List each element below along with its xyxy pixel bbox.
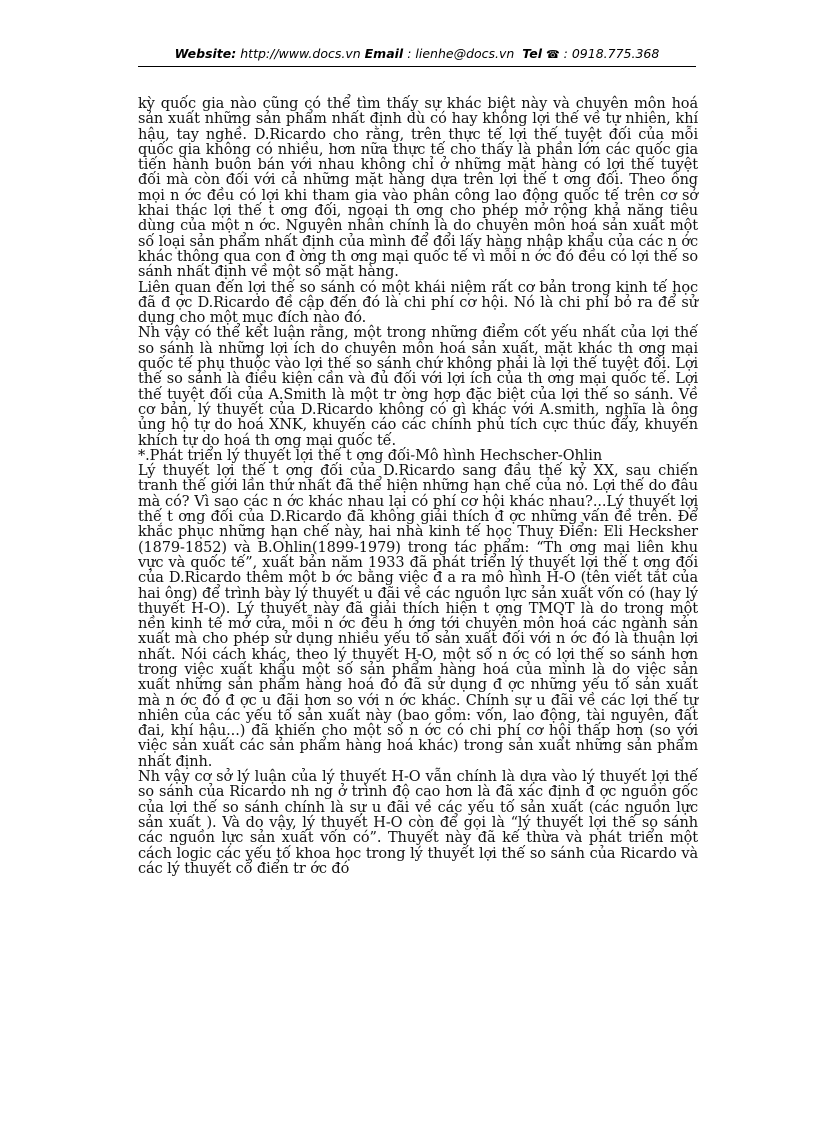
body-text: [138, 97, 698, 877]
email-value[interactable]: lienhe@docs.vn: [415, 46, 515, 61]
paragraph-3: Nh vậy có thể kết luận rằng, một trong những điểm cốt yếu nhất của lợi thế so sánh là những lợi ích do chuyên môn hoá sản xuất, mặt khác th ơng mại quốc tế phụ thuộc vào lợi thế so sánh chứ không phải là lợi thế tuyệt đối. Lợi thế so sánh là điều kiện cần và đủ đối với lợi ích của th ơng mại quốc tế. Lợi thế tuyệt đối của A.Smith là một tr ờng hợp đặc biệt của lợi thế so sánh. Về cơ bản, lý thuyết của D.Ricardo không có gì khác với A.smith, nghĩa là ông ủng hộ tự do hoá XNK, khuyến cáo các chính phủ tích cực thúc đẩy, khuyến khích tự do hoá th ơng mại quốc tế.: [138, 325, 698, 449]
paragraph-1: kỳ quốc gia nào cũng có thể tìm thấy sự khác biệt này và chuyên môn hoá sản xuất những sản phẩm nhất định dù có hay không lợi thế về tự nhiên, khí hậu, tay nghề. D.Ricardo cho rằng, trên thực tế lợi thế tuyệt đối của mỗi quốc gia không có nhiều, hơn nữa thực tế cho thấy là phần lớn các quốc gia tiến hành buôn bán với nhau không chỉ ở những mặt hàng có lợi thế tuyệt đối mà còn đối với cả những mặt hàng dựa trên lợi thế t ơng đối. Theo ông mọi n ớc đều có lợi khi tham gia vào phân công lao động quốc tế trên cơ sở khai thác lợi thế t ơng đối, ngoại th ơng cho phép mở rộng khả năng tiêu dùng của một n ớc. Nguyên nhân chính là do chuyên môn hoá sản xuất một số loại sản phẩm nhất định của mình để đổi lấy hàng nhập khẩu của các n ớc khác thông qua con đ ờng th ơng mại quốc tế vì mỗi n ớc đó đều có lợi thế so sánh nhất định về một số mặt hàng.: [138, 96, 698, 281]
phone-icon: ☎: [545, 48, 560, 61]
website-url[interactable]: http://www.docs.vn: [240, 46, 361, 61]
email-label: Email: [364, 46, 404, 61]
section-paragraph-2: Nh vậy cơ sở lý luận của lý thuyết H-O vẫn chính là dựa vào lý thuyết lợi thế so sánh của Ricardo nh ng ở trình độ cao hơn là đã xác định đ ợc nguồn gốc của lợi thế so sánh chính là sự u đãi về các yếu tố sản xuất (các nguồn lực sản xuất ). Và do vậy, lý thuyết H-O còn để gọi là “lý thuyết lợi thế so sánh các nguồn lực sản xuất vốn có”. Thuyết này đã kế thừa và phát triển một cách logic các yếu tố khoa học trong lý thuyết lợi thế so sánh của Ricardo và các lý thuyết cổ điển tr ớc đó: [138, 769, 698, 877]
section-paragraph-1: Lý thuyết lợi thế t ơng đối của D.Ricardo sang đầu thế kỷ XX, sau chiến tranh thế giới lần thứ nhất đã thể hiện những hạn chế của nó. Lợi thế do đâu mà có? Vì sao các n ớc khác nhau lại có phí cơ hội khác nhau?...Lý thuyết lợi thế t ơng đối của D.Ricardo đã không giải thích đ ợc những vấn đề trên. Để khắc phục những hạn chế này, hai nhà kinh tế học Thuỵ Điển: Eli Hecksher (1879-1852) và B.Ohlin(1899-1979) trong tác phẩm: “Th ơng mại liên khu vực và quốc tế”, xuất bản năm 1933 đã phát triển lý thuyết lợi thế t ơng đối của D.Ricardo thêm một b ớc bằng việc đ a ra mô hình H-O (tên viết tắt của hai ông) để trình bày lý thuyết u đãi về các nguồn lực sản xuất vốn có (hay lý thuyết H-O). Lý thuyết này đã giải thích hiện t ợng TMQT là do trong một nền kinh tế mở cửa, mỗi n ớc đều h ớng tới chuyên môn hoá các ngành sản xuất mà cho phép sử dụng nhiều yếu tố sản xuất đối với n ớc đó là thuận lợi nhất. Nói cách khác, theo lý thuyết H-O, một số n ớc có lợi thế so sánh hơn trong việc xuất khẩu một số sản phẩm hàng hoá của mình là do việc sản xuất những sản phẩm hàng hoá đó đã sử dụng đ ợc những yếu tố sản xuất mà n ớc đó đ ợc u đãi hơn so với n ớc khác. Chính sự u đãi về các lợi thế tự nhiên của các yếu tố sản xuất này (bao gồm: vốn, lao động, tài nguyên, đất đai, khí hậu...) đã khiến cho một số n ớc có chi phí cơ hội thấp hơn (so với việc sản xuất các sản phẩm hàng hoá khác) trong sản xuất những sản phẩm nhất định.: [138, 463, 698, 770]
header-divider: [138, 66, 696, 67]
website-label: Website:: [174, 46, 237, 61]
email-separator: :: [407, 46, 412, 61]
tel-label: Tel: [522, 46, 542, 61]
tel-value: : 0918.775.368: [563, 46, 660, 61]
paragraph-2: Liên quan đến lợi thế so sánh có một khái niệm rất cơ bản trong kinh tế học đã đ ợc D.Ricardo đề cập đến đó là chi phí cơ hội. Nó là chi phí bỏ ra để sử dụng cho một mục đích nào đó.: [138, 279, 698, 327]
section-heading: *.Phát triển lý thuyết lợi thế t ơng đối-Mô hình Hechscher-Ohlin: [138, 447, 603, 464]
page-header: [138, 46, 696, 66]
